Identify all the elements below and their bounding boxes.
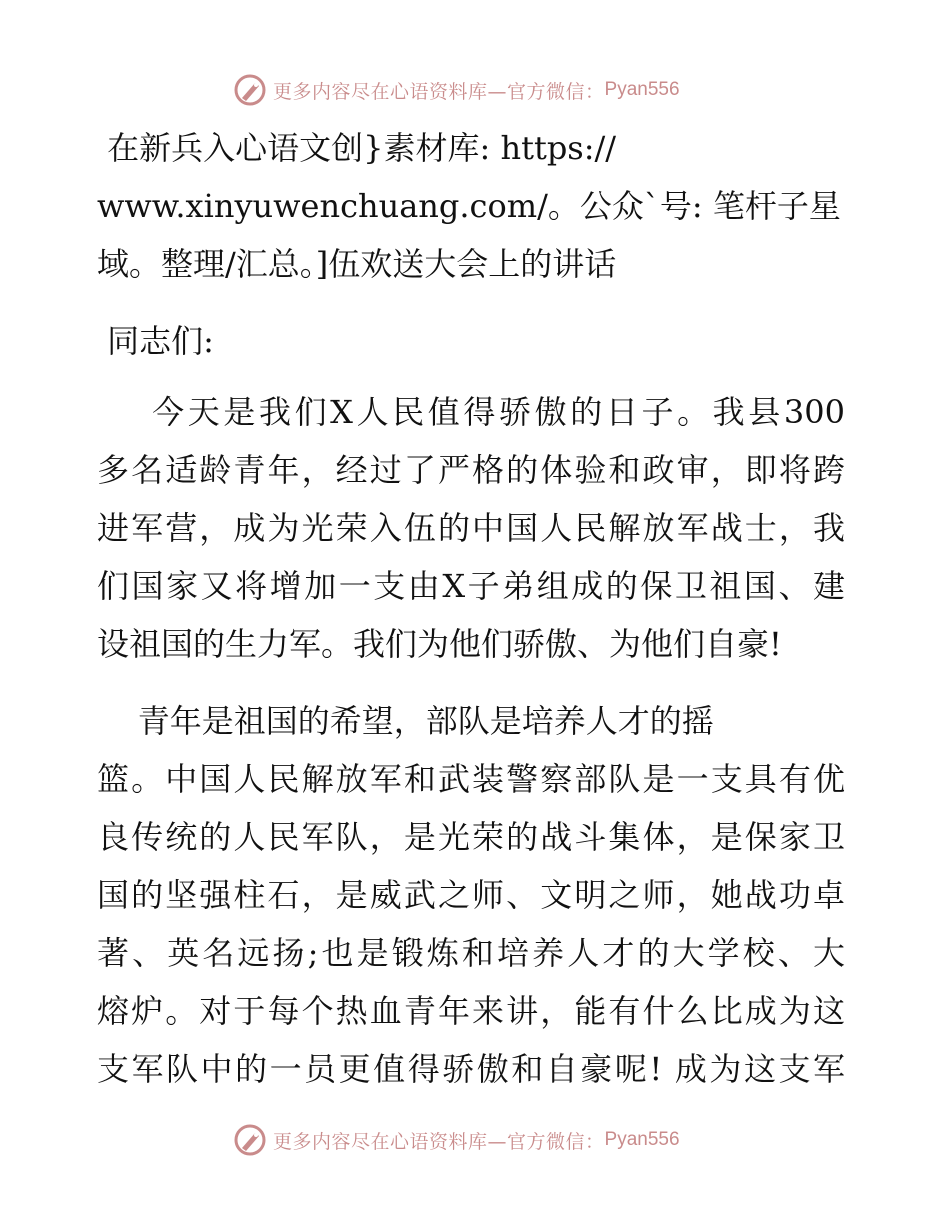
text-line: 们国家又将增加一支由X子弟组成的保卫祖国、建 [97,567,845,605]
text-line: 篮。中国人民解放军和武装警察部队是一支具有优 [97,760,845,798]
watermark-text: 更多内容尽在心语资料库—官方微信： [273,1130,605,1153]
watermark-wechat-id: Pyan556 [604,79,680,100]
salutation: 同志们: [97,322,214,360]
text-line: 进军营，成为光荣入伍的中国人民解放军战士，我 [97,509,845,547]
text-line: www.xinyuwenchuang.com/。公众`号: 笔杆子星 [97,187,841,225]
pen-nib-logo-icon [233,73,267,107]
text-line: 今天是我们X人民值得骄傲的日子。我县300 [97,393,845,431]
text-line: 在新兵入心语文创}素材库: https:// [97,129,617,167]
footer-watermark-banner [233,1122,713,1158]
text-line: 域。整理/汇总。]伍欢送大会上的讲话 [97,245,617,283]
text-line: 熔炉。对于每个热血青年来讲，能有什么比成为这 [97,992,845,1030]
text-line: 著、英名远扬;也是锻炼和培养人才的大学校、大 [97,934,845,972]
pen-nib-logo-icon [233,1123,267,1157]
header-watermark-banner [233,72,713,108]
text-line: 国的坚强柱石，是威武之师、文明之师，她战功卓 [97,876,845,914]
text-line: 支军队中的一员更值得骄傲和自豪呢! 成为这支军 [97,1050,845,1088]
watermark-text: 更多内容尽在心语资料库—官方微信： [273,80,605,103]
text-line: 设祖国的生力军。我们为他们骄傲、为他们自豪! [97,625,782,663]
text-line: 良传统的人民军队，是光荣的战斗集体，是保家卫 [97,818,845,856]
text-line: 多名适龄青年，经过了严格的体验和政审，即将跨 [97,451,845,489]
text-line: 青年是祖国的希望，部队是培养人才的摇 [97,702,714,740]
watermark-wechat-id: Pyan556 [604,1129,680,1150]
